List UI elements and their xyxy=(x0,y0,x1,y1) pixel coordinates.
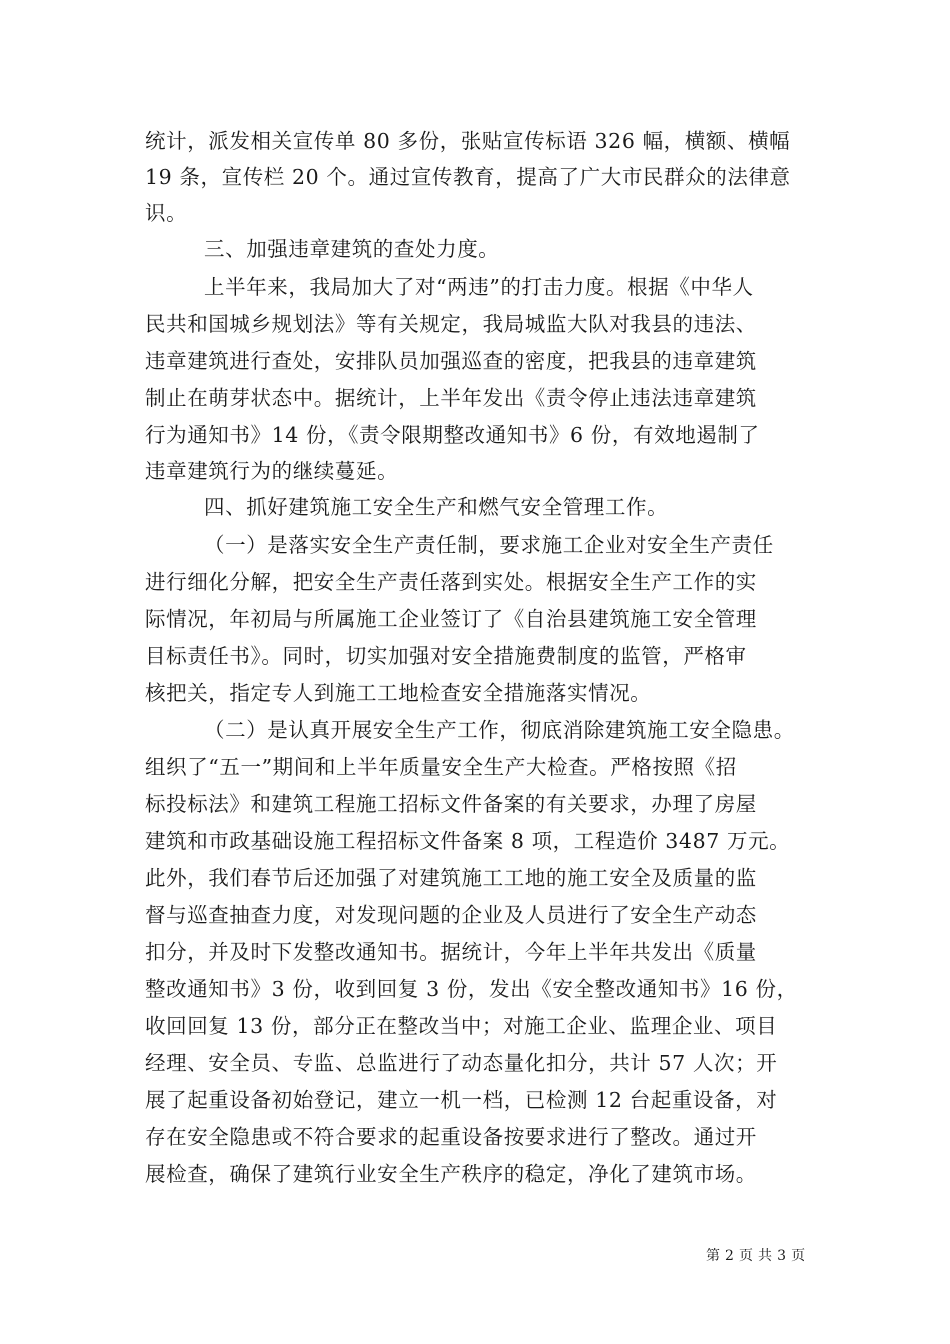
text-line: 核把关，指定专人到施工工地检查安全措施落实情况。 xyxy=(145,681,652,705)
text-line: 整改通知书》3 份，收到回复 3 份，发出《安全整改通知书》16 份， xyxy=(145,977,798,1001)
text-line: 统计，派发相关宣传单 80 多份，张贴宣传标语 326 幅，横额、横幅 xyxy=(145,129,791,153)
text-line: 民共和国城乡规划法》等有关规定，我局城监大队对我县的违法、 xyxy=(145,312,757,336)
text-line: 扣分，并及时下发整改通知书。据统计，今年上半年共发出《质量 xyxy=(145,940,757,964)
text-line: 展了起重设备初始登记，建立一机一档，已检测 12 台起重设备，对 xyxy=(145,1088,778,1112)
text-line: 存在安全隐患或不符合要求的起重设备按要求进行了整改。通过开 xyxy=(145,1125,757,1149)
text-line: 行为通知书》14 份，《责令限期整改通知书》6 份，有效地遏制了 xyxy=(145,423,760,447)
text-line: 违章建筑进行查处，安排队员加强巡查的密度，把我县的违章建筑 xyxy=(145,349,757,373)
text-line: 督与巡查抽查力度，对发现问题的企业及人员进行了安全生产动态 xyxy=(145,903,757,927)
text-line: 此外，我们春节后还加强了对建筑施工工地的施工安全及质量的监 xyxy=(145,866,757,890)
text-line: 目标责任书》。同时，切实加强对安全措施费制度的监管，严格审 xyxy=(145,644,747,668)
text-line: 上半年来，我局加大了对“两违”的打击力度。根据《中华人 xyxy=(204,275,754,299)
text-line: 经理、安全员、专监、总监进行了动态量化扣分，共计 57 人次；开 xyxy=(145,1051,778,1075)
section-heading: 三、加强违章建筑的查处力度。 xyxy=(204,237,500,261)
text-line: 标投标法》和建筑工程施工招标文件备案的有关要求，办理了房屋 xyxy=(145,792,757,816)
text-line: 组织了“五一”期间和上半年质量安全生产大检查。严格按照《招 xyxy=(145,755,737,779)
page-number-footer: 第 2 页 共 3 页 xyxy=(706,1248,806,1264)
text-line: （二）是认真开展安全生产工作，彻底消除建筑施工安全隐患。 xyxy=(204,718,795,742)
text-line: 19 条，宣传栏 20 个。通过宣传教育，提高了广大市民群众的法律意 xyxy=(145,165,791,189)
text-line: 识。 xyxy=(145,201,188,225)
section-heading: 四、抓好建筑施工安全生产和燃气安全管理工作。 xyxy=(204,495,669,519)
text-line: 违章建筑行为的继续蔓延。 xyxy=(145,459,399,483)
text-line: 际情况，年初局与所属施工企业签订了《自治县建筑施工安全管理 xyxy=(145,607,757,631)
text-line: 制止在萌芽状态中。据统计，上半年发出《责令停止违法违章建筑 xyxy=(145,386,757,410)
text-line: 收回回复 13 份，部分正在整改当中；对施工企业、监理企业、项目 xyxy=(145,1014,778,1038)
text-line: 进行细化分解，把安全生产责任落到实处。根据安全生产工作的实 xyxy=(145,570,757,594)
text-line: （一）是落实安全生产责任制，要求施工企业对安全生产责任 xyxy=(204,533,774,557)
text-line: 建筑和市政基础设施工程招标文件备案 8 项，工程造价 3487 万元。 xyxy=(145,829,791,853)
text-line: 展检查，确保了建筑行业安全生产秩序的稳定，净化了建筑市场。 xyxy=(145,1162,757,1186)
